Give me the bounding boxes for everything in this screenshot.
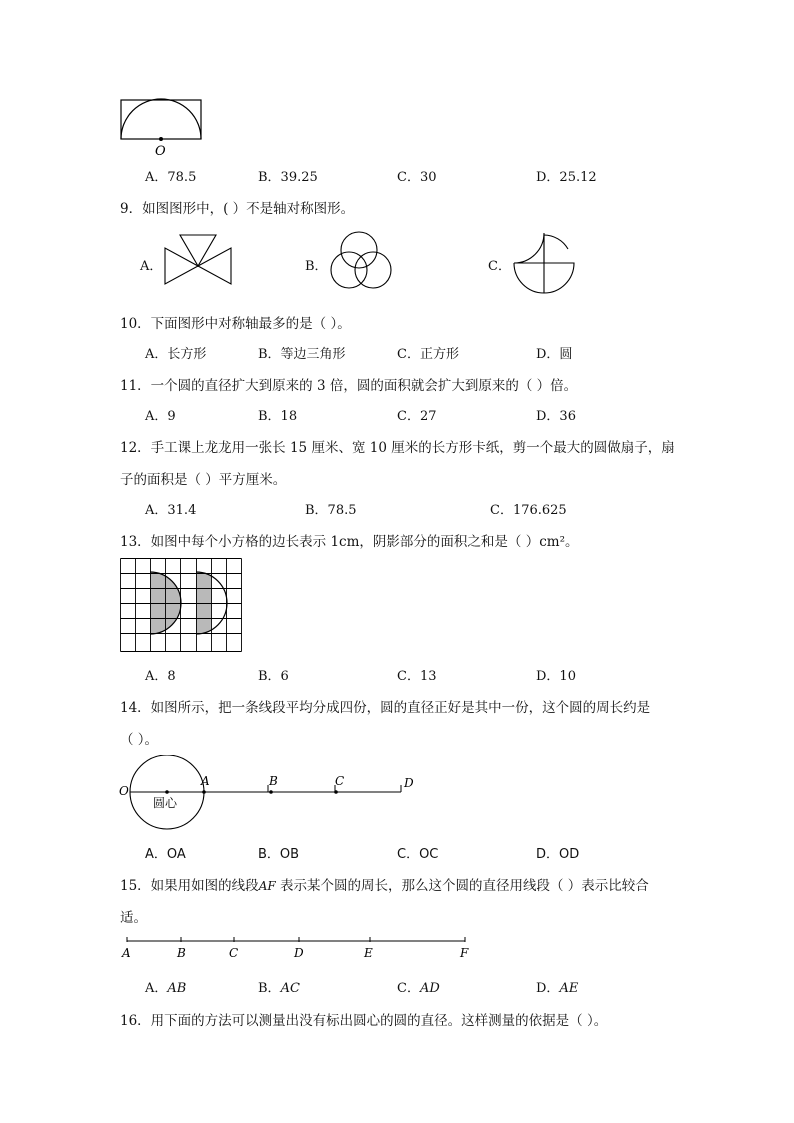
q13-option-d[interactable]: D．10 [536, 669, 576, 684]
q14-label-center: 圆心 [153, 796, 178, 810]
q15-label-d: D [294, 946, 304, 960]
q8-figure [115, 95, 210, 160]
q14-label-c: C [335, 774, 345, 788]
q8-option-c[interactable]: C．30 [397, 170, 437, 185]
q15-label-e: E [364, 946, 373, 960]
q11-option-b[interactable]: B．18 [258, 409, 298, 424]
q8-point-label: O [155, 144, 166, 159]
q15-text-line1 [120, 874, 649, 894]
q14-option-d[interactable]: D．OD [536, 847, 580, 862]
q10-text: 10．下面图形中对称轴最多的是（ ）。 [120, 316, 351, 332]
q11-option-d[interactable]: D．36 [536, 409, 576, 424]
q9-figure-a [160, 230, 240, 295]
q14-label-o: O [119, 784, 129, 798]
q9-figure-c [510, 230, 585, 300]
q8-option-d[interactable]: D．25.12 [536, 170, 597, 185]
q9-label-b[interactable]: B． [305, 259, 328, 274]
q13-text: 13．如图中每个小方格的边长表示 1cm，阴影部分的面积之和是（ ）cm²。 [120, 534, 579, 550]
q14-label-d: D [404, 776, 414, 790]
q14-text-line2: （ ）。 [120, 732, 159, 748]
q12-option-a[interactable]: A．31.4 [145, 503, 197, 518]
q15-option-c[interactable]: C．AD [397, 981, 440, 996]
q10-option-b[interactable]: B．等边三角形 [258, 347, 346, 362]
q15-text-part1: 15．如果用如图的线段 [120, 878, 259, 894]
q9-figure-b [322, 228, 397, 296]
q10-option-c[interactable]: C．正方形 [397, 347, 459, 362]
q14-label-a: A [201, 774, 210, 788]
q10-option-d[interactable]: D．圆 [536, 347, 573, 362]
q14-option-a[interactable]: A．OA [145, 847, 186, 862]
q14-option-b[interactable]: B．OB [258, 847, 300, 862]
q9-label-a[interactable]: A． [140, 259, 163, 274]
q15-option-b[interactable]: B．AC [258, 981, 300, 996]
q9-text: 9．如图图形中，( ）不是轴对称图形。 [120, 201, 355, 217]
q12-option-c[interactable]: C．176.625 [490, 503, 567, 518]
q14-figure [115, 755, 425, 835]
q12-option-b[interactable]: B．78.5 [305, 503, 357, 518]
q15-option-a[interactable]: A．AB [145, 981, 187, 996]
q10-option-a[interactable]: A．长方形 [145, 347, 207, 362]
q11-option-c[interactable]: C．27 [397, 409, 437, 424]
q13-option-c[interactable]: C．13 [397, 669, 437, 684]
q13-option-a[interactable]: A．8 [145, 669, 176, 684]
q15-label-b: B [177, 946, 186, 960]
q15-label-c: C [229, 946, 239, 960]
q13-option-b[interactable]: B．6 [258, 669, 289, 684]
q13-grid-figure [120, 558, 245, 655]
q8-option-b[interactable]: B．39.25 [258, 170, 318, 185]
q14-text-line1: 14．如图所示，把一条线段平均分成四份，圆的直径正好是其中一份，这个圆的周长约是 [120, 700, 651, 716]
q15-var-af: AF [258, 879, 276, 893]
q8-center-dot [159, 137, 163, 141]
q15-label-f: F [460, 946, 469, 960]
q11-text: 11．一个圆的直径扩大到原来的 3 倍，圆的面积就会扩大到原来的（ ）倍。 [120, 378, 578, 394]
q14-option-c[interactable]: C．OC [397, 847, 439, 862]
q14-label-b: B [269, 774, 278, 788]
q15-label-a: A [122, 946, 131, 960]
q12-text-line1: 12．手工课上龙龙用一张长 15 厘米、宽 10 厘米的长方形卡纸，剪一个最大的圆做扇子，扇 [120, 440, 675, 456]
q8-semicircle [121, 99, 201, 139]
q15-option-d[interactable]: D．AE [536, 981, 579, 996]
q16-text: 16．用下面的方法可以测量出没有标出圆心的圆的直径。这样测量的依据是（ ）。 [120, 1013, 608, 1029]
q8-rectangle [121, 100, 201, 139]
q12-text-line2: 子的面积是（ ）平方厘米。 [120, 472, 287, 488]
q11-option-a[interactable]: A．9 [145, 409, 176, 424]
q15-text-part2: 表示某个圆的周长，那么这个圆的直径用线段（ ）表示比较合 [279, 878, 649, 894]
q15-figure [115, 932, 475, 964]
q9-label-c[interactable]: C． [488, 259, 511, 274]
q8-option-a[interactable]: A．78.5 [145, 170, 197, 185]
q15-text-line2: 适。 [120, 910, 147, 926]
